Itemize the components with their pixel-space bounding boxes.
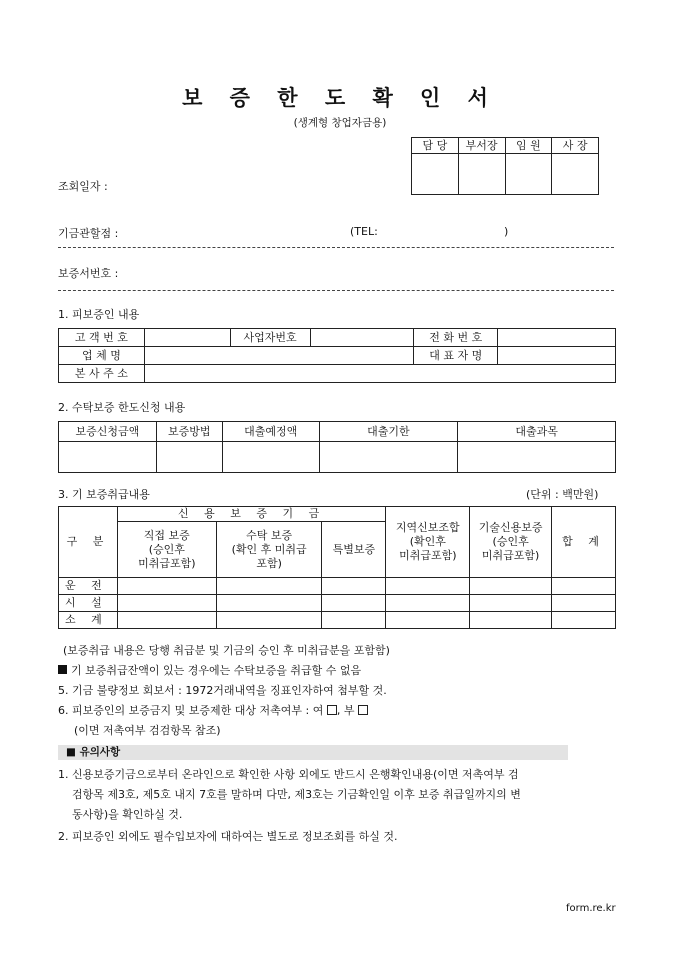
existing-guarantee-table — [58, 506, 616, 629]
company-name-value[interactable] — [144, 347, 413, 365]
business-no-value[interactable] — [310, 329, 414, 347]
note-reference: (이면 저촉여부 검검항목 참조) — [74, 724, 221, 737]
loan-term-value[interactable] — [319, 442, 458, 473]
no-checkbox[interactable] — [358, 705, 368, 715]
approval-executive: 임 원 — [505, 138, 552, 154]
approval-table — [411, 137, 599, 195]
ceo-name-label: 대 표 자 명 — [414, 347, 498, 365]
cell[interactable] — [216, 612, 322, 629]
company-name-label: 업 체 명 — [59, 347, 145, 365]
phone-no-label: 전 화 번 호 — [414, 329, 498, 347]
business-no-label: 사업자번호 — [230, 329, 310, 347]
yes-checkbox[interactable] — [327, 705, 337, 715]
cell[interactable] — [386, 578, 470, 595]
cell[interactable] — [386, 612, 470, 629]
customer-no-value[interactable] — [144, 329, 230, 347]
cell[interactable] — [386, 595, 470, 612]
row-operating-label: 운 전 — [59, 578, 118, 595]
special-header: 특별보증 — [322, 522, 386, 578]
divider — [58, 247, 614, 248]
approval-staff-sign[interactable] — [412, 154, 459, 195]
cell[interactable] — [552, 578, 616, 595]
customer-no-label: 고 객 번 호 — [59, 329, 145, 347]
regional-header — [386, 507, 470, 578]
trust-header-line1: 수탁 보증 — [246, 528, 293, 542]
cell[interactable] — [216, 578, 322, 595]
tel-close: ) — [504, 225, 509, 238]
col-loan-subject: 대출과목 — [458, 422, 616, 442]
trust-header — [216, 522, 322, 578]
trust-header-line2: (확인 후 미취급 — [231, 542, 307, 556]
section1-heading: 1. 피보증인 내용 — [58, 308, 140, 321]
regional-header-line3: 미취급포함) — [399, 549, 457, 562]
section3-heading: 3. 기 보증취급내용 — [58, 488, 150, 501]
cell[interactable] — [117, 612, 216, 629]
credit-fund-header: 신 용 보 증 기 금 — [117, 507, 385, 522]
note-report: 5. 기금 불량정보 회보서 : 1972거래내역을 징표인자하여 첨부할 것. — [58, 684, 387, 697]
divider — [58, 290, 614, 291]
apply-amount-value[interactable] — [59, 442, 157, 473]
tel-label: (TEL: — [350, 225, 378, 238]
cell[interactable] — [470, 612, 552, 629]
branch-label: 기금관할점 : — [58, 227, 119, 240]
black-square-icon — [58, 665, 67, 674]
direct-header-line1: 직접 보증 — [143, 528, 190, 542]
total-header: 합 계 — [552, 507, 616, 578]
col-method: 보증방법 — [156, 422, 222, 442]
document-subtitle: (생계형 창업자금용) — [293, 117, 387, 129]
category-header: 구 분 — [59, 507, 118, 578]
note-restriction-mid: , 부 — [336, 704, 355, 717]
ceo-name-value[interactable] — [498, 347, 616, 365]
cell[interactable] — [470, 595, 552, 612]
loan-amount-value[interactable] — [222, 442, 319, 473]
note-restriction-text: 6. 피보증인의 보증금지 및 보증제한 대상 저촉여부 : 여 — [58, 704, 324, 717]
guarantee-no-label: 보증서번호 : — [58, 267, 119, 280]
cell[interactable] — [322, 595, 386, 612]
trust-guarantee-table — [58, 421, 616, 473]
regional-header-line2: (확인후 — [409, 535, 446, 548]
caution-item-1-line1: 1. 신용보증기금으로부터 온라인으로 확인한 사항 외에도 반드시 은행확인내용(이면 저촉여부 검 — [58, 768, 519, 781]
document-title: 보 증 한 도 확 인 서 — [182, 85, 498, 110]
head-office-value[interactable] — [144, 365, 615, 383]
note-inclusion: (보증취급 내용은 당행 취급분 및 기금의 승인 후 미취급분을 포함함) — [63, 644, 390, 657]
section2-heading: 2. 수탁보증 한도신청 내용 — [58, 401, 186, 414]
guaranteed-party-table — [58, 328, 616, 383]
note-balance-text: 기 보증취급잔액이 있는 경우에는 수탁보증을 취급할 수 없음 — [71, 664, 362, 677]
loan-subject-value[interactable] — [458, 442, 616, 473]
direct-header-line3: 미취급포함) — [138, 556, 196, 570]
cell[interactable] — [117, 595, 216, 612]
regional-header-line1: 지역신보조합 — [395, 521, 460, 534]
approval-manager: 부서장 — [458, 138, 505, 154]
cell[interactable] — [322, 612, 386, 629]
phone-no-value[interactable] — [498, 329, 616, 347]
row-facility-label: 시 설 — [59, 595, 118, 612]
head-office-label: 본 사 주 소 — [59, 365, 145, 383]
approval-president-sign[interactable] — [552, 154, 599, 195]
caution-item-1 — [58, 765, 628, 825]
footer-source: form.re.kr — [566, 903, 616, 914]
caution-heading: ■ 유의사항 — [58, 745, 568, 760]
tech-header-line1: 기술신용보증 — [478, 521, 543, 534]
cell[interactable] — [552, 595, 616, 612]
col-loan-amount: 대출예정액 — [222, 422, 319, 442]
caution-item-1-line2: 검항목 제3호, 제5호 내지 7호를 말하며 다만, 제3호는 기금확인일 이후 보증 취급일까지의 변 — [72, 788, 521, 801]
caution-item-2: 2. 피보증인 외에도 필수입보자에 대하여는 별도로 정보조회를 하실 것. — [58, 830, 398, 843]
cell[interactable] — [216, 595, 322, 612]
cell[interactable] — [552, 612, 616, 629]
direct-header-line2: (승인후 — [148, 542, 185, 556]
note-balance — [58, 661, 361, 681]
tech-header-line2: (승인후 — [492, 535, 529, 548]
cell[interactable] — [470, 578, 552, 595]
cell[interactable] — [322, 578, 386, 595]
approval-executive-sign[interactable] — [505, 154, 552, 195]
approval-manager-sign[interactable] — [458, 154, 505, 195]
unit-label: (단위 : 백만원) — [526, 488, 599, 501]
method-value[interactable] — [156, 442, 222, 473]
caution-item-1-line3: 동사항)을 확인하실 것. — [72, 808, 183, 821]
tech-header-line3: 미취급포함) — [481, 549, 540, 562]
col-apply-amount: 보증신청금액 — [59, 422, 157, 442]
row-subtotal-label: 소 계 — [59, 612, 118, 629]
approval-president: 사 장 — [552, 138, 599, 154]
col-loan-term: 대출기한 — [319, 422, 458, 442]
direct-header — [117, 522, 216, 578]
cell[interactable] — [117, 578, 216, 595]
trust-header-line3: 포함) — [256, 556, 282, 570]
note-restriction — [58, 701, 368, 721]
approval-staff: 담 당 — [412, 138, 459, 154]
tech-header — [470, 507, 552, 578]
inquiry-date-label: 조회일자 : — [58, 180, 108, 193]
